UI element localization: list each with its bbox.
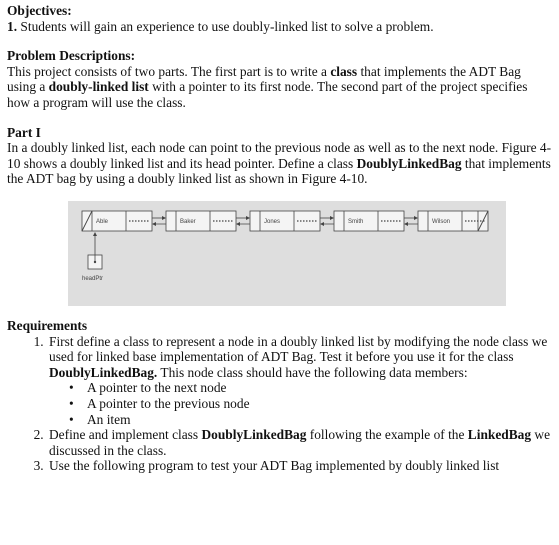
- requirement-1: [47, 334, 552, 428]
- document: [7, 3, 552, 474]
- next-arrowhead: [246, 216, 250, 220]
- req2-text-3: we discussed in the class.: [49, 427, 551, 458]
- head-pointer-label: headPtr: [82, 275, 104, 282]
- requirements-heading: Requirements: [7, 317, 88, 333]
- part1-heading: Part I: [7, 124, 41, 140]
- bullet-item: • An item: [87, 412, 552, 428]
- doubly-linked-list-diagram: [68, 201, 506, 306]
- objective-number: 1.: [7, 18, 18, 34]
- problem-bold-dll: doubly-linked list: [48, 79, 149, 95]
- node-label: Wilson: [432, 218, 451, 225]
- part1-bold-class: DoublyLinkedBag: [356, 155, 462, 171]
- requirement-3: 3. Use the following program to test your ADT Bag implemented by doubly linked list: [47, 458, 552, 474]
- req2-text-1: Define and implement class: [49, 427, 202, 443]
- node-label: Able: [96, 218, 109, 225]
- node-label: Baker: [180, 218, 196, 225]
- bullet-item: • A pointer to the next node: [87, 380, 552, 396]
- prev-arrowhead: [320, 222, 324, 226]
- objective-item: [7, 19, 552, 35]
- problem-text-3: with a pointer to its first node. The second part of the project specifies how a program will use the class.: [7, 79, 528, 110]
- req2-bold-linkedbag: LinkedBag: [467, 427, 532, 443]
- req1-bold-class: DoublyLinkedBag.: [49, 364, 158, 380]
- req2-text-2: following the example of the: [306, 427, 468, 443]
- next-arrowhead: [330, 216, 334, 220]
- req1-text-2: This node class should have the following data members:: [157, 364, 468, 380]
- figure-4-10: [68, 201, 506, 306]
- problem-paragraph: [7, 64, 552, 111]
- req1-text-1: First define a class to represent a node in a doubly linked list by modifying the node class we used for linked base implementation of ADT Bag. Test it before you use it for the class: [49, 333, 548, 365]
- data-members-list: [49, 380, 552, 427]
- part1-text-1: In a doubly linked list, each node can point to the previous node as well as to the next node. Figure 4-10 shows a doubly linked list and its head pointer. Define a class: [7, 140, 552, 171]
- node-label: Jones: [264, 218, 281, 225]
- prev-arrowhead: [152, 222, 156, 226]
- problem-heading: Problem Descriptions:: [7, 48, 136, 64]
- prev-arrowhead: [404, 222, 408, 226]
- part1-text-2: that implements the ADT bag by using a doubly linked list as shown in Figure 4-10.: [7, 155, 551, 187]
- bullet-item: • A pointer to the previous node: [87, 396, 552, 412]
- node-label: Smith: [348, 218, 364, 225]
- problem-text-2: that implements the ADT Bag using a: [7, 63, 521, 95]
- req2-bold-class: DoublyLinkedBag: [201, 427, 307, 443]
- requirement-2: [47, 427, 552, 458]
- problem-text-1: This project consists of two parts. The first part is to write a: [7, 63, 331, 79]
- prev-arrowhead: [236, 222, 240, 226]
- head-pointer-arrowhead: [93, 232, 97, 236]
- part1-paragraph: [7, 140, 552, 187]
- next-arrowhead: [414, 216, 418, 220]
- requirements-list: [7, 334, 552, 474]
- objectives-heading: Objectives:: [7, 3, 72, 18]
- objective-text: Students will gain an experience to use doubly-linked list to solve a problem.: [20, 18, 434, 34]
- problem-bold-class: class: [330, 63, 358, 79]
- head-pointer-dot: [94, 261, 96, 263]
- next-arrowhead: [162, 216, 166, 220]
